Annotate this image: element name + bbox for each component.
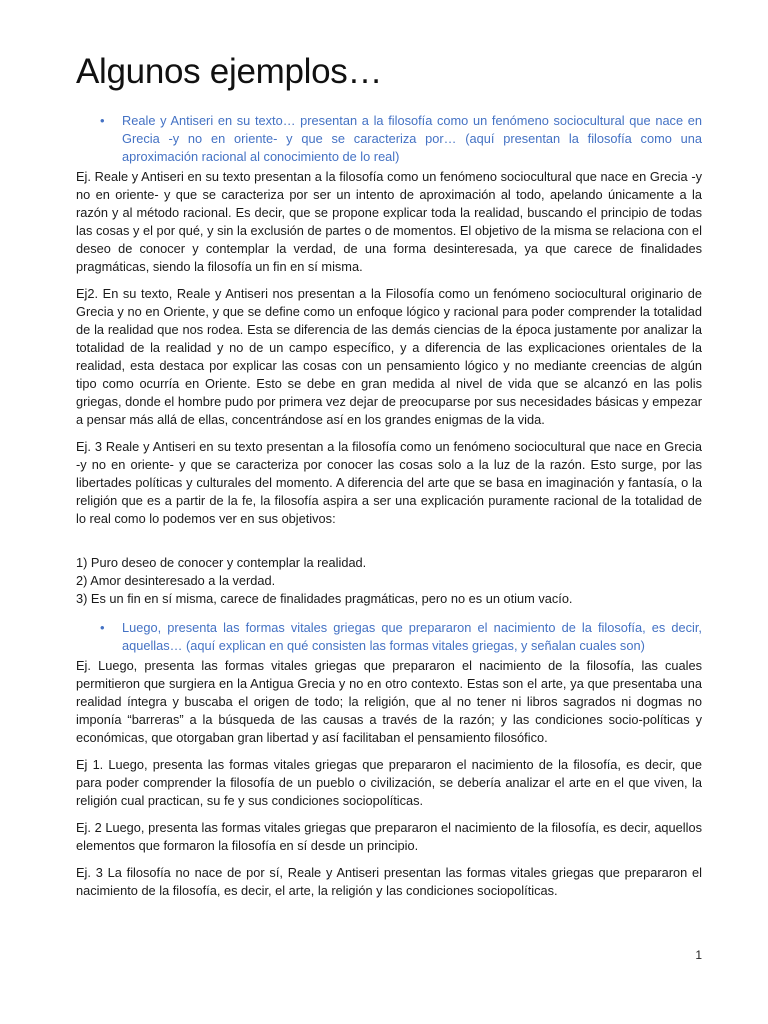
paragraph: Ej 1. Luego, presenta las formas vitales griegas que prepararon el nacimiento de la filosofía, es decir, que para poder comprender la filosofía de un pueblo o civilización, se debería analizar el arte en el que viven, la religión cual practican, su fe y sus condiciones sociopolíticas. xyxy=(76,757,702,808)
bullet-text: Reale y Antiseri en su texto… presentan a la filosofía como un fenómeno sociocultural que nace en Grecia -y no en oriente- y que se caracteriza por… (aquí presentan la filosofía como una aproximación racional al conocimiento de lo real) xyxy=(122,113,702,164)
paragraph: Ej. 3 Reale y Antiseri en su texto presentan a la filosofía como un fenómeno sociocultural que nace en Grecia -y no en oriente- y que se caracteriza por conocer las cosas solo a la luz de la razón. Esto surge, por las libertades políticas y culturales del momento. A diferencia del arte que se basa en imaginación y fantasía, o la religión que es a partir de la fe, la filosofía aspira a ser una explicación puramente racional de la totalidad de lo real como lo podemos ver en sus objetivos: xyxy=(76,439,702,526)
bullet-item xyxy=(76,112,702,166)
paragraph: Ej. 2 Luego, presenta las formas vitales griegas que prepararon el nacimiento de la filosofía, es decir, aquellos elementos que formaron la filosofía en sí desde un principio. xyxy=(76,820,702,853)
list-item: 2) Amor desinteresado a la verdad. xyxy=(76,573,276,588)
bullet-dot-icon: • xyxy=(100,113,105,128)
paragraph: Ej. 3 La filosofía no nace de por sí, Reale y Antiseri presentan las formas vitales griegas que prepararon el nacimiento de la filosofía, es decir, el arte, la religión y las condiciones sociopolíticas. xyxy=(76,865,702,898)
list-item: 1) Puro deseo de conocer y contemplar la realidad. xyxy=(76,555,367,570)
page-number: 1 xyxy=(695,948,702,962)
paragraph: Ej2. En su texto, Reale y Antiseri nos presentan a la Filosofía como un fenómeno sociocultural originario de Grecia y no en Oriente, y que se define como un enfoque lógico y racional para poder comprender la totalidad de la realidad que nos rodea. Esta se diferencia de las demás ciencias de la época justamente por analizar la totalidad de la realidad y no de un campo específico, y a diferencia de las explicaciones orientales de la realidad, esta destaca por explicar las cosas con un pensamiento lógico y no mediante creencias de algún tipo como ocurría en Oriente. Esto se debe en gran medida al nivel de vida que se alcanzó en las polis griegas, donde el hombre pudo por primera vez dejar de preocuparse por sus necesidades básicas y empezar a pensar más allá de ellas, concentrándose así en los grandes enigmas de la vida. xyxy=(76,286,702,427)
document-body xyxy=(76,112,702,900)
page-title: Algunos ejemplos… xyxy=(76,52,383,91)
numbered-list xyxy=(76,554,702,608)
list-item: 3) Es un fin en sí misma, carece de finalidades pragmáticas, pero no es un otium vacío. xyxy=(76,591,573,606)
bullet-text: Luego, presenta las formas vitales griegas que prepararon el nacimiento de la filosofía, es decir, aquellas… (aquí explican en qué consisten las formas vitales griegas, y señalan cuales son) xyxy=(122,620,702,653)
bullet-item xyxy=(76,619,702,655)
paragraph: Ej. Luego, presenta las formas vitales griegas que prepararon el nacimiento de la filosofía, las cuales permitieron que surgiera en la Antigua Grecia y no en otro contexto. Estas son el arte, ya que presentaba una realidad íntegra y buscaba el origen de todo; la religión, que al no tener ni libros sagrados ni dogmas no imponía “barreras” a la búsqueda de las causas a través de la razón; y las condiciones socio-políticas y económicas, que otorgaban gran libertad y así facilitaban el pensamiento filosófico. xyxy=(76,658,702,745)
paragraph: Ej. Reale y Antiseri en su texto presentan a la filosofía como un fenómeno sociocultural que nace en Grecia -y no en oriente- y que se caracteriza por ser un intento de aproximación al todo, apelando únicamente a la razón y al método racional. Es decir, que se propone explicar toda la realidad, buscando el principio de todas las cosas y el por qué, y sin la exclusión de partes o de momentos. El objetivo de la misma se relaciona con el deseo de conocer y contemplar la verdad, de una forma desinteresada, ya que carece de finalidades pragmáticas, siendo la filosofía un fin en sí misma. xyxy=(76,169,702,274)
bullet-dot-icon: • xyxy=(100,620,105,635)
